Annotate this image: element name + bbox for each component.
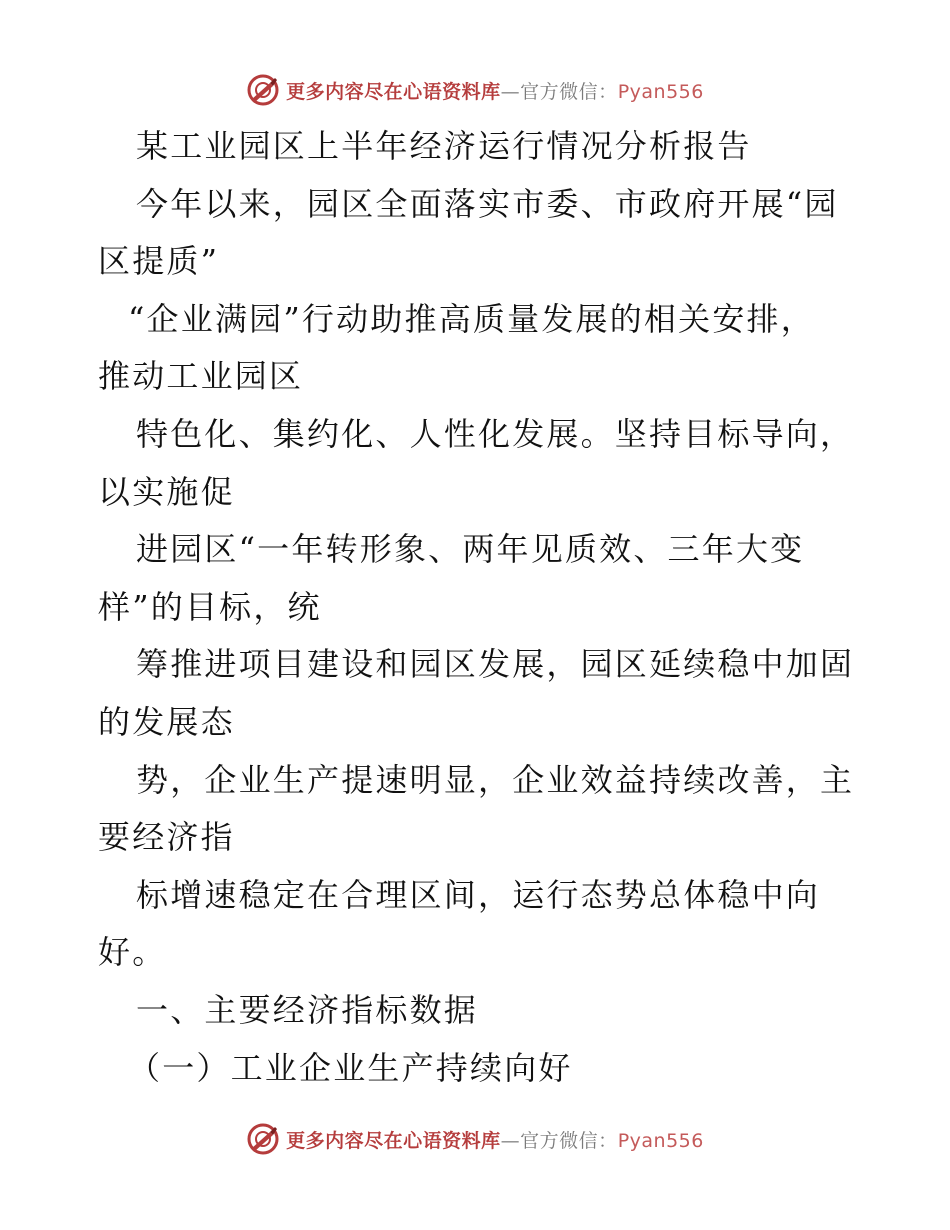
watermark-contact-label: 官方微信： bbox=[520, 80, 618, 103]
paragraph-line: 推动工业园区 bbox=[98, 357, 304, 396]
header-watermark bbox=[0, 70, 950, 110]
paragraph-line: “企业满园”行动助推高质量发展的相关安排， bbox=[128, 299, 815, 338]
document-body bbox=[98, 118, 858, 1097]
paragraph-line: 进园区“一年转形象、两年见质效、三年大变 bbox=[136, 530, 805, 569]
watermark-contact-id: Pyan556 bbox=[617, 80, 704, 103]
paragraph-line: 势，企业生产提速明显，企业效益持续改善，主 bbox=[136, 760, 855, 799]
section-heading: 一、主要经济指标数据 bbox=[136, 990, 479, 1029]
paragraph-line: 今年以来，园区全面落实市委、市政府开展“园 bbox=[136, 184, 839, 223]
paragraph-line: 要经济指 bbox=[98, 818, 235, 857]
brand-logo-icon bbox=[246, 1122, 280, 1156]
watermark-text bbox=[286, 77, 704, 104]
watermark-contact-id: Pyan556 bbox=[617, 1129, 704, 1152]
paragraph-line: 样”的目标，统 bbox=[98, 587, 322, 626]
watermark-brand: 更多内容尽在心语资料库 bbox=[286, 80, 501, 103]
watermark-text bbox=[286, 1126, 704, 1153]
paragraph-line: 特色化、集约化、人性化发展。坚持目标导向， bbox=[136, 414, 855, 453]
paragraph-line: 标增速稳定在合理区间，运行态势总体稳中向 bbox=[136, 875, 821, 914]
footer-watermark bbox=[0, 1119, 950, 1159]
document-title: 某工业园区上半年经济运行情况分析报告 bbox=[136, 127, 752, 165]
paragraph-line: 的发展态 bbox=[98, 702, 235, 741]
paragraph-line: 以实施促 bbox=[98, 472, 235, 511]
watermark-contact-label: 官方微信： bbox=[520, 1129, 618, 1152]
watermark-brand: 更多内容尽在心语资料库 bbox=[286, 1129, 501, 1152]
paragraph-line: 好。 bbox=[98, 933, 167, 972]
paragraph-line: 筹推进项目建设和园区发展，园区延续稳中加固 bbox=[136, 645, 855, 684]
watermark-separator: — bbox=[500, 1129, 521, 1152]
watermark-separator: — bbox=[500, 80, 521, 103]
subsection-heading: （一）工业企业生产持续向好 bbox=[128, 1048, 573, 1087]
brand-logo-icon bbox=[246, 73, 280, 107]
paragraph-line: 区提质” bbox=[98, 242, 220, 281]
